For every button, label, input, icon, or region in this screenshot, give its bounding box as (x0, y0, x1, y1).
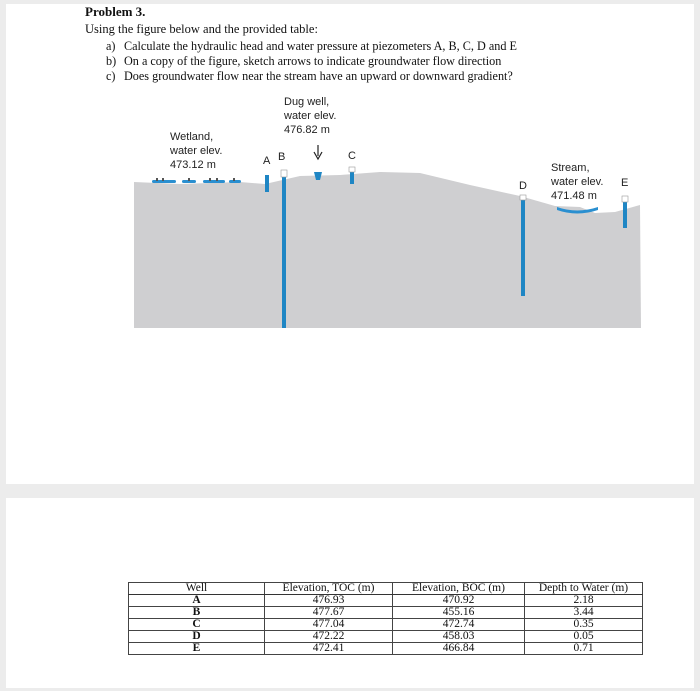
problem-intro: Using the figure below and the provided table: (85, 22, 318, 36)
cell-depth: 2.18 (525, 595, 643, 607)
cell-boc: 455.16 (393, 607, 525, 619)
cell-toc: 472.22 (265, 631, 393, 643)
table-row (129, 643, 643, 655)
cell-toc: 477.04 (265, 619, 393, 631)
point-label-a: A (263, 155, 271, 167)
cell-well: B (129, 607, 265, 619)
task-letter: b) (106, 54, 117, 68)
table-row (129, 619, 643, 631)
cell-depth: 3.44 (525, 607, 643, 619)
column-header: Depth to Water (m) (525, 583, 643, 595)
dug-well (314, 145, 322, 180)
table-header-row (129, 583, 643, 595)
dug-well-label: Dug well, water elev. 476.82 m (284, 96, 337, 136)
point-label-b: B (278, 151, 286, 163)
cell-depth: 0.71 (525, 643, 643, 655)
table-row (129, 595, 643, 607)
task-text: On a copy of the figure, sketch arrows to indicate groundwater flow direction (124, 54, 502, 68)
cell-depth: 0.05 (525, 631, 643, 643)
cell-depth: 0.35 (525, 619, 643, 631)
cell-toc: 476.93 (265, 595, 393, 607)
cell-boc: 472.74 (393, 619, 525, 631)
cell-toc: 472.41 (265, 643, 393, 655)
cell-well: E (129, 643, 265, 655)
column-header: Elevation, TOC (m) (265, 583, 393, 595)
stream-label: Stream, water elev. 471.48 m (551, 162, 604, 202)
cell-well: C (129, 619, 265, 631)
well-data-table (128, 582, 643, 655)
cell-boc: 466.84 (393, 643, 525, 655)
task-letter: a) (106, 39, 116, 53)
cell-boc: 470.92 (393, 595, 525, 607)
task-text: Does groundwater flow near the stream have an upward or downward gradient? (124, 69, 513, 83)
task-text: Calculate the hydraulic head and water pressure at piezometers A, B, C, D and E (124, 39, 517, 53)
cell-well: A (129, 595, 265, 607)
point-label-e: E (621, 177, 629, 189)
cell-boc: 458.03 (393, 631, 525, 643)
wetland-label: Wetland, water elev. 473.12 m (170, 131, 223, 171)
task-letter: c) (106, 69, 116, 83)
column-header: Well (129, 583, 265, 595)
problem-title: Problem 3. (85, 4, 146, 19)
wetland-water (152, 178, 241, 183)
point-label-c: C (348, 150, 356, 162)
piezometer-a (265, 175, 269, 192)
cell-toc: 477.67 (265, 607, 393, 619)
point-label-d: D (519, 180, 527, 192)
column-header: Elevation, BOC (m) (393, 583, 525, 595)
table-row (129, 631, 643, 643)
cell-well: D (129, 631, 265, 643)
table-row (129, 607, 643, 619)
